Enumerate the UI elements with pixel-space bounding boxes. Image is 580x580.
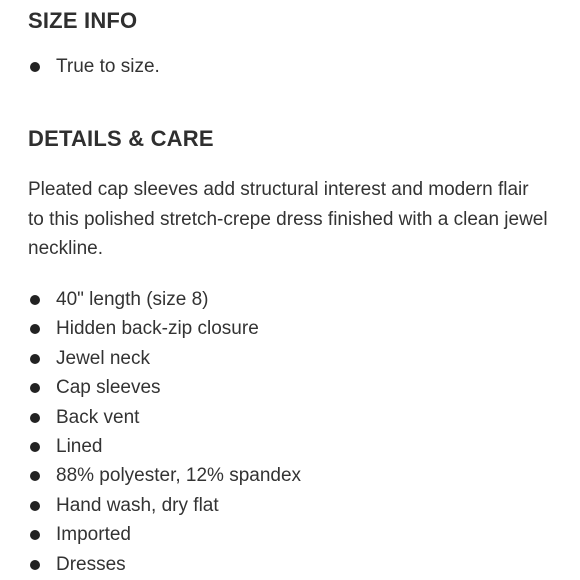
bullet-dot-icon bbox=[30, 442, 40, 452]
list-item-text: Lined bbox=[56, 435, 103, 457]
size-info-list bbox=[28, 52, 160, 81]
list-item-text: Dresses bbox=[56, 553, 126, 575]
list-item-text: Hidden back-zip closure bbox=[56, 318, 259, 340]
bullet-dot-icon bbox=[30, 295, 40, 305]
list-item bbox=[28, 432, 301, 461]
list-item bbox=[28, 344, 301, 373]
details-care-list bbox=[28, 285, 301, 579]
bullet-dot-icon bbox=[30, 560, 40, 570]
list-item-text: True to size. bbox=[56, 56, 160, 77]
bullet-dot-icon bbox=[30, 530, 40, 540]
list-item bbox=[28, 52, 160, 81]
list-item-text: Hand wash, dry flat bbox=[56, 494, 219, 516]
list-item bbox=[28, 373, 301, 402]
list-item bbox=[28, 520, 301, 549]
list-item bbox=[28, 403, 301, 432]
size-info-heading: SIZE INFO bbox=[28, 8, 138, 33]
list-item bbox=[28, 285, 301, 314]
list-item bbox=[28, 314, 301, 343]
list-item-text: Jewel neck bbox=[56, 347, 150, 369]
list-item-text: Cap sleeves bbox=[56, 377, 161, 399]
list-item bbox=[28, 550, 301, 579]
bullet-dot-icon bbox=[30, 413, 40, 423]
bullet-dot-icon bbox=[30, 354, 40, 364]
list-item bbox=[28, 491, 301, 520]
bullet-dot-icon bbox=[30, 501, 40, 511]
product-description: Pleated cap sleeves add structural interest and modern flair to this polished stretch-crepe dress finished with a clean jewel neckline. bbox=[28, 179, 548, 259]
list-item-text: Back vent bbox=[56, 406, 140, 428]
list-item-text: Imported bbox=[56, 524, 131, 546]
list-item-text: 40" length (size 8) bbox=[56, 289, 209, 310]
list-item-text: 88% polyester, 12% spandex bbox=[56, 465, 302, 487]
details-care-heading: DETAILS & CARE bbox=[28, 126, 214, 151]
bullet-dot-icon bbox=[30, 324, 40, 334]
list-item bbox=[28, 461, 301, 490]
bullet-dot-icon bbox=[30, 62, 40, 72]
bullet-dot-icon bbox=[30, 471, 40, 481]
bullet-dot-icon bbox=[30, 383, 40, 393]
